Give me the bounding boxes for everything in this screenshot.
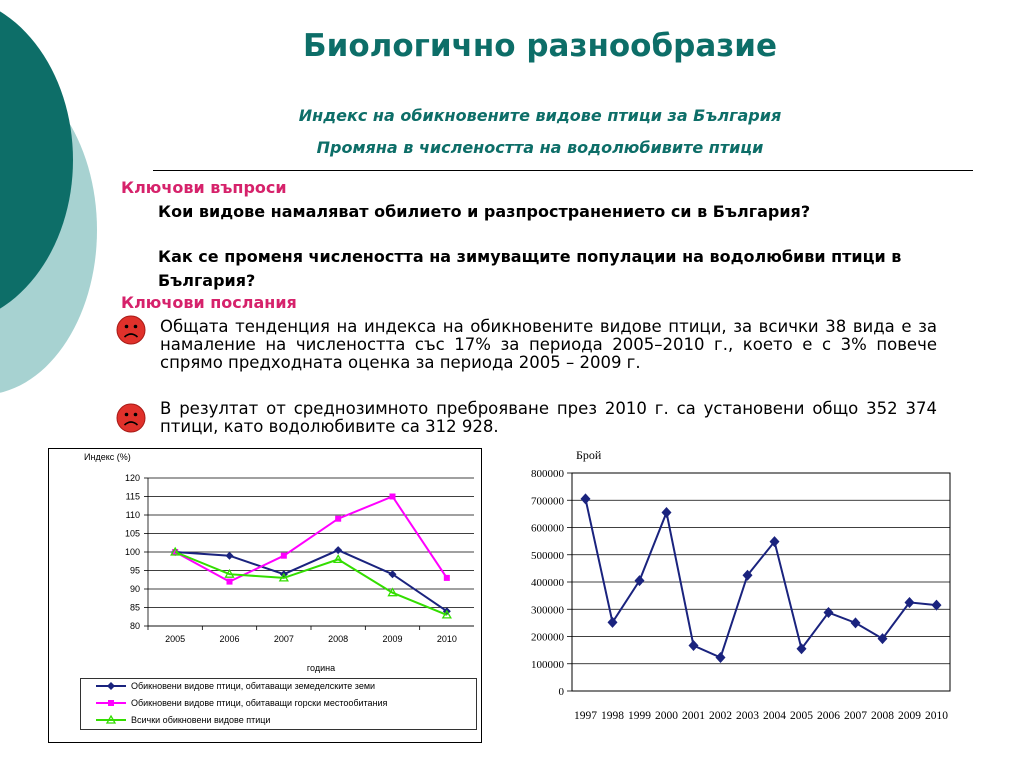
y-tick-label: 120 <box>124 473 140 483</box>
key-messages-heading: Ключови послания <box>121 293 297 312</box>
x-tick-label: 2006 <box>219 634 240 644</box>
bird-index-chart-svg <box>48 448 482 743</box>
y-tick-label: 300000 <box>531 604 564 617</box>
key-questions-heading: Ключови въпроси <box>121 178 287 197</box>
y-axis-label: Брой <box>576 448 602 462</box>
y-tick-label: 90 <box>129 584 140 594</box>
key-message-2: В резултат от среднозимното преброяване през 2010 г. са установени общо 352 374 птици, като водолюбивите са 312 928. <box>160 399 937 436</box>
x-axis-label: година <box>306 663 336 673</box>
x-tick-label: 2009 <box>382 634 403 644</box>
sad-face-icon <box>116 403 146 433</box>
y-tick-label: 110 <box>125 510 140 520</box>
x-tick-label: 2008 <box>871 710 894 722</box>
bird-index-chart <box>48 448 482 743</box>
key-question-2: Как се променя числеността на зимуващите популации на водолюбиви птици в България? <box>158 247 902 290</box>
data-point <box>390 494 396 500</box>
y-tick-label: 85 <box>129 602 140 613</box>
y-tick-label: 700000 <box>531 495 564 508</box>
slide-subtitle-waterbirds: Промяна в числеността на водолюбивите птици <box>316 138 764 157</box>
legend-label: Обикновени видове птици, обитаващи горски местообитания <box>131 698 388 708</box>
y-tick-label: 400000 <box>531 577 564 589</box>
x-tick-label: 1997 <box>574 710 597 722</box>
legend-marker <box>108 700 114 706</box>
x-tick-label: 2007 <box>273 634 294 644</box>
x-tick-label: 2007 <box>844 710 867 722</box>
x-tick-label: 2004 <box>763 710 786 722</box>
x-tick-label: 2010 <box>925 710 948 722</box>
y-tick-label: 0 <box>558 686 564 698</box>
y-tick-label: 200000 <box>531 631 564 644</box>
x-tick-label: 2008 <box>328 634 349 644</box>
sad-face-icon <box>116 315 146 345</box>
y-tick-label: 800000 <box>531 468 564 480</box>
legend-label: Всички обикновени видове птици <box>131 715 271 725</box>
x-tick-label: 2005 <box>165 634 186 644</box>
key-message-1: Общата тенденция на индекса на обикновените видове птици, за всички 38 вида е за намаление на числеността със 17% за периода 2005–2010 г., което е с 3% повече спрямо предходната оценка за периода 2005 – 2009 г. <box>160 317 937 372</box>
y-tick-label: 105 <box>124 528 140 539</box>
x-tick-label: 2003 <box>736 710 759 722</box>
slide-subtitle-index: Индекс на обикновените видове птици за България <box>298 106 782 125</box>
y-axis-label: Индекс (%) <box>84 452 131 462</box>
waterbird-count-chart <box>520 445 960 735</box>
data-point <box>281 553 287 559</box>
x-tick-label: 1998 <box>601 710 624 722</box>
slide-title: Биологично разнообразие <box>302 28 777 64</box>
y-tick-label: 600000 <box>531 522 564 535</box>
x-tick-label: 1999 <box>628 710 651 722</box>
x-tick-label: 2005 <box>790 710 813 722</box>
key-question-1: Кои видове намаляват обилието и разпространението си в България? <box>158 202 811 221</box>
x-tick-label: 2002 <box>709 710 732 722</box>
data-point <box>444 575 450 581</box>
legend-label: Обикновени видове птици, обитаващи земеделските земи <box>131 681 376 691</box>
y-tick-label: 115 <box>125 491 140 502</box>
data-point <box>335 516 341 522</box>
x-tick-label: 2009 <box>898 710 921 722</box>
y-tick-label: 100000 <box>531 658 564 671</box>
y-tick-label: 100 <box>124 547 140 557</box>
data-point <box>227 579 233 585</box>
x-tick-label: 2001 <box>682 710 705 722</box>
x-tick-label: 2006 <box>817 710 840 722</box>
x-tick-label: 2000 <box>655 710 678 722</box>
y-tick-label: 95 <box>129 565 140 576</box>
waterbird-count-chart-svg <box>520 445 960 735</box>
y-tick-label: 500000 <box>531 549 564 562</box>
header-divider <box>153 170 973 171</box>
x-tick-label: 2010 <box>436 634 457 644</box>
y-tick-label: 80 <box>129 621 140 631</box>
